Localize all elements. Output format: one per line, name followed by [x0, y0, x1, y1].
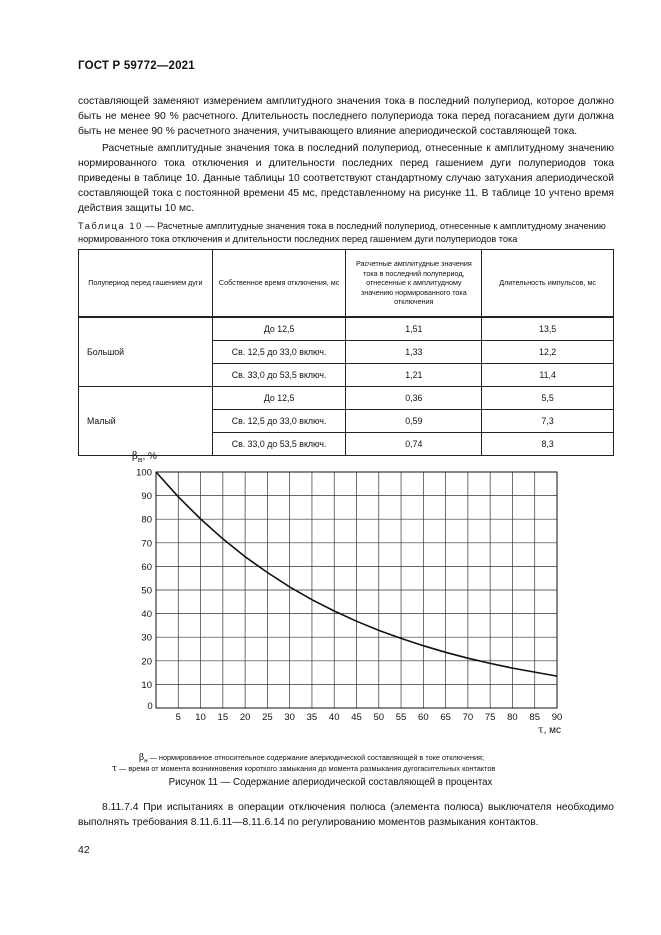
legend-beta-text: — нормированное относительное содержание апериодической составляющей в токе отключения;: [147, 753, 485, 762]
x-tick-label: 35: [306, 712, 318, 723]
x-tick-label: 40: [328, 712, 340, 723]
y-tick-label: 30: [141, 632, 152, 644]
header-duration: Длительность импульсов, мс: [482, 250, 614, 318]
table-10: [78, 249, 614, 456]
table-caption-text: — Расчетные амплитудные значения тока в последний полупериод, отнесенные к амплитудному значению нормированного тока отключения и длительности последних перед гашением дуги полупериодов тока: [78, 221, 606, 244]
cell-amp: 1,21: [346, 364, 482, 387]
cell-amp: 1,51: [346, 317, 482, 341]
x-tick-label: 30: [284, 712, 295, 723]
figure-11-chart: [0, 440, 661, 740]
cell-dur: 5,5: [482, 387, 614, 410]
y-tick-label: 20: [141, 656, 152, 668]
x-tick-label: 75: [484, 712, 496, 723]
header-halfperiod: Полупериод перед гашением дуги: [79, 250, 213, 318]
y-tick-label: 50: [141, 585, 152, 597]
cell-amp: 0,74: [346, 433, 482, 456]
x-tick-label: 45: [351, 712, 362, 723]
cell-dur: 11,4: [482, 364, 614, 387]
cell-time: Св. 12,5 до 33,0 включ.: [212, 341, 346, 364]
cell-dur: 13,5: [482, 317, 614, 341]
paragraph-1: составляющей заменяют измерением амплитудного значения тока в последний полупериод, которое должно быть не менее 90 % расчетного. Длительность последнего полупериода тока перед погасанием дуги должна быть не менее 90 % расчетного значения, учитывающего влияние апериодической составляющей тока.: [78, 96, 614, 137]
x-tick-label: 25: [262, 712, 273, 723]
table-row: [79, 387, 614, 410]
x-tick-label: 60: [418, 712, 429, 723]
cell-time: До 12,5: [212, 317, 346, 341]
x-tick-label: 15: [217, 712, 229, 723]
legend-tau: [112, 763, 495, 775]
legend-tau-text: — время от момента возникновения короткого замыкания до момента размыкания дугогасительных контактов: [116, 764, 496, 773]
table-header-row: [79, 250, 614, 318]
table-row: [79, 317, 614, 341]
x-tick-label: 10: [195, 712, 206, 723]
figure-caption: Рисунок 11 — Содержание апериодической составляющей в процентах: [168, 777, 493, 788]
y-tick-label: 80: [141, 514, 152, 526]
legend-beta-symbol: β: [139, 753, 145, 763]
x-tick-label: 80: [507, 712, 518, 723]
paragraph-2: Расчетные амплитудные значения тока в последний полупериод, отнесенные к амплитудному значению нормированного тока отключения и длительности последних перед гашением дуги полупериодов тока приведены в таблице 10. Данные таблицы 10 соответствуют стандартному случаю затухания апериодической составляющей тока с постоянной времени 45 мс, представленному на рисунке 11. В таблице 10 учтено время действия защиты 10 мс.: [78, 143, 614, 214]
x-tick-label: 20: [239, 712, 251, 723]
y-tick-label: 90: [141, 491, 152, 503]
paragraph-8-11-7-4: 8.11.7.4 При испытаниях в операции отключения полюса (элемента полюса) выключателя необходимо выполнять требования 8.11.6.11—8.11.6.14 по регулированию моментов размыкания контактов.: [78, 802, 614, 828]
x-tick-label: 5: [175, 712, 181, 723]
x-tick-label: 70: [462, 712, 474, 723]
x-tick-label: 65: [440, 712, 451, 723]
x-tick-label: 90: [551, 712, 563, 723]
y-tick-label: 40: [141, 609, 152, 621]
x-tick-label: 85: [529, 712, 541, 723]
x-tick-label: 50: [373, 712, 385, 723]
y-tick-label: 70: [141, 538, 152, 550]
cell-time: До 12,5: [212, 387, 346, 410]
page-number: 42: [78, 844, 90, 856]
cell-time: Св. 12,5 до 33,0 включ.: [212, 410, 346, 433]
header-amplitude: Расчетные амплитудные значения тока в последний полупериод, отнесенные к амплитудному значению нормированного тока отключения: [346, 250, 482, 318]
x-tick-label: 0: [147, 701, 153, 712]
y-tick-label: 60: [141, 561, 152, 573]
y-tick-label: 100: [136, 467, 152, 479]
group-name-small: Малый: [79, 387, 213, 456]
cell-amp: 0,36: [346, 387, 482, 410]
cell-amp: 0,59: [346, 410, 482, 433]
legend-tau-symbol: τ: [112, 764, 117, 774]
y-tick-label: 10: [141, 679, 152, 691]
cell-dur: 7,3: [482, 410, 614, 433]
cell-time: Св. 33,0 до 53,5 включ.: [212, 433, 346, 456]
cell-dur: 12,2: [482, 341, 614, 364]
table-label: Таблица 10: [78, 221, 143, 231]
legend-beta-subscript: н: [144, 757, 148, 765]
group-name-large: Большой: [79, 317, 213, 387]
header-opening-time: Собственное время отключения, мс: [212, 250, 346, 318]
document-header: ГОСТ Р 59772—2021: [78, 60, 195, 72]
cell-time: Св. 33,0 до 53,5 включ.: [212, 364, 346, 387]
table-caption: [78, 220, 618, 246]
cell-dur: 8,3: [482, 433, 614, 456]
cell-amp: 1,33: [346, 341, 482, 364]
x-axis-label: τ, мс: [538, 725, 561, 736]
x-tick-label: 55: [395, 712, 407, 723]
y-axis-label: $\beta_н$, %: [132, 451, 157, 464]
